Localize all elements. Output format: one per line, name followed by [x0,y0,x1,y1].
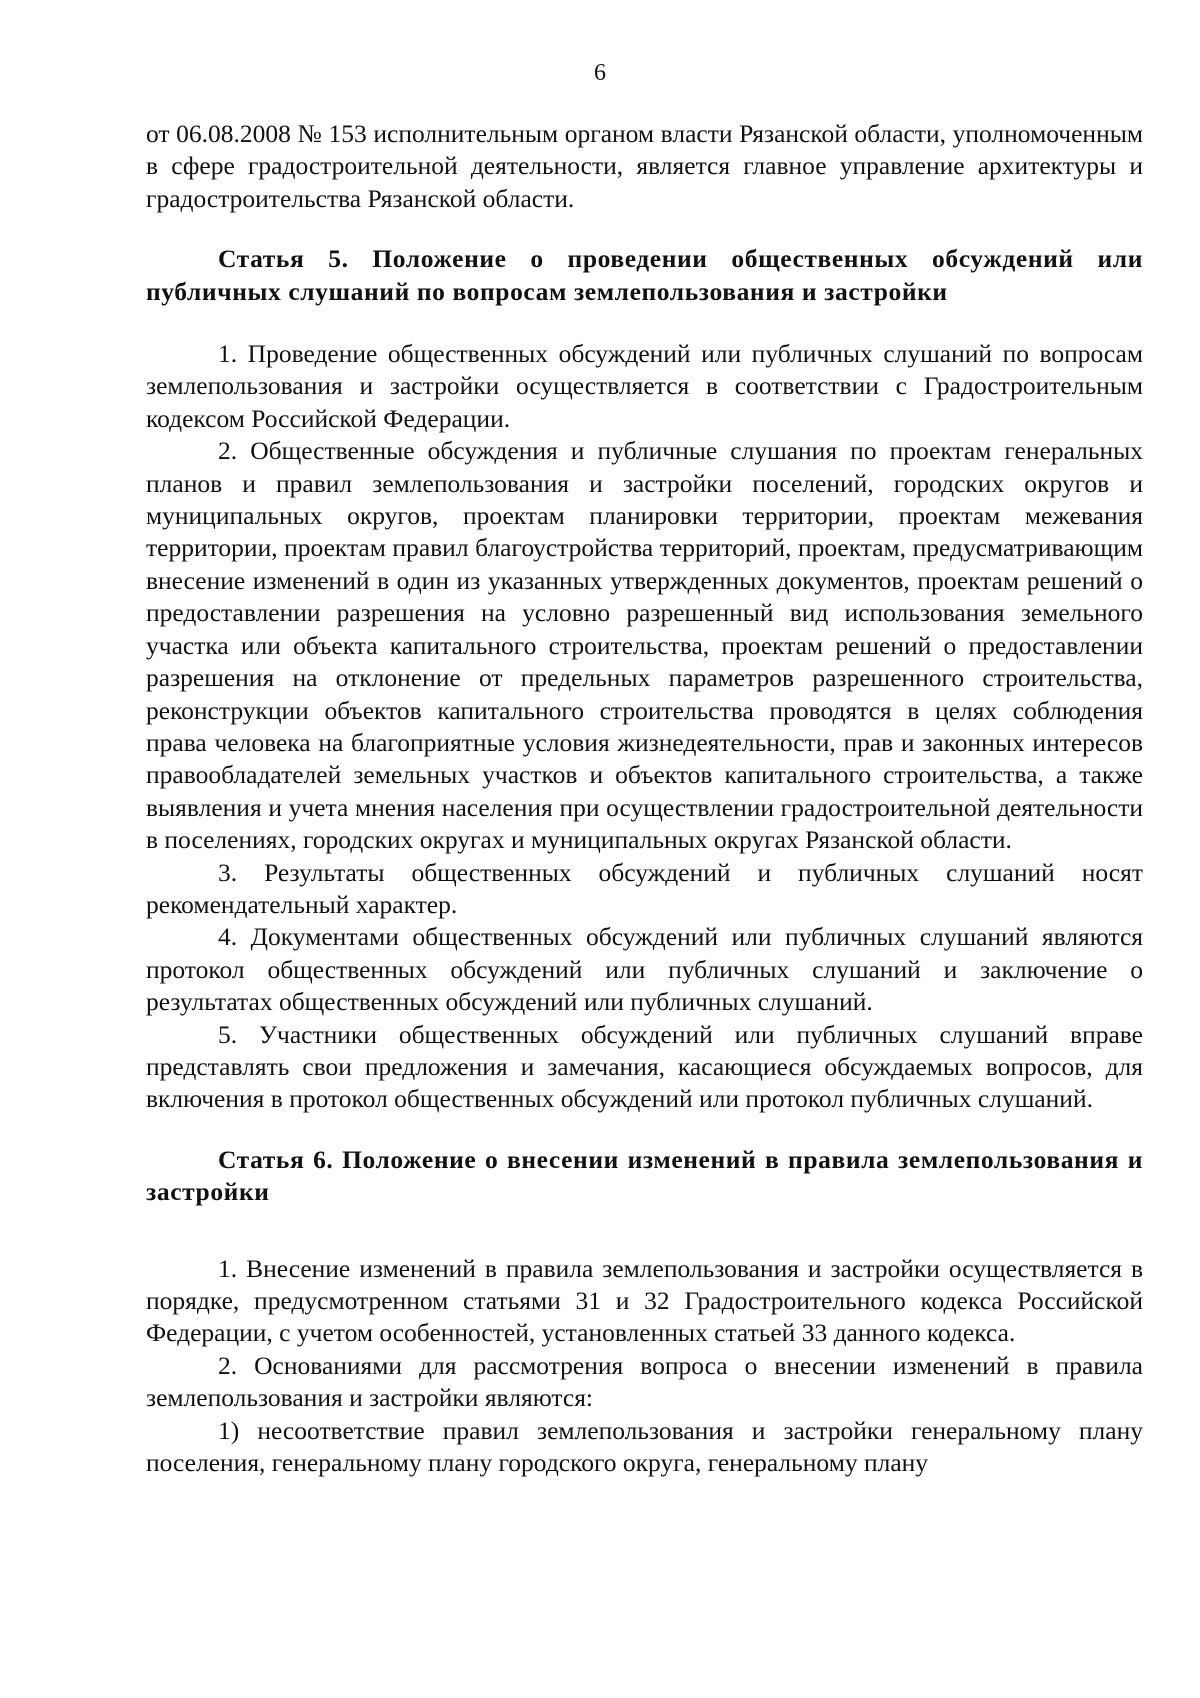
spacer [146,1116,1143,1144]
article-6-paragraph-3: 1) несоответствие правил землепользования и застройки генеральному плану поселения, генеральному плану городского округа, генеральному плану [146,1415,1143,1478]
article-5-paragraph-2: 2. Общественные обсуждения и публичные слушания по проектам генеральных планов и правил землепользования и застройки поселений, городских округов и муниципальных округов, проектам планировки территории, проектам межевания территории, проектам правил благоустройства территорий, проектам, предусматривающим внесение изменений в один из указанных утвержденных документов, проектам решений о предоставлении разрешения на условно разрешенный вид использования земельного участка или объекта капитального строительства, проектам решений о предоставлении разрешения на отклонение от предельных параметров разрешенного строительства, реконструкции объектов капитального строительства проводятся в целях соблюдения права человека на благоприятные условия жизнедеятельности, прав и законных интересов правообладателей земельных участков и объектов капитального строительства, а также выявления и учета мнения населения при осуществлении градостроительной деятельности в поселениях, городских округах и муниципальных округах Рязанской области. [146,436,1143,855]
spacer [146,215,1143,243]
article-5-paragraph-5: 5. Участники общественных обсуждений или публичных слушаний вправе представлять свои предложения и замечания, касающиеся обсуждаемых вопросов, для включения в протокол общественных обсуждений или протокол публичных слушаний. [146,1019,1143,1114]
document-body [146,118,1143,1479]
article-6-paragraph-1: 1. Внесение изменений в правила землепользования и застройки осуществляется в порядке, предусмотренном статьями 31 и 32 Градостроительного кодекса Российской Федерации, с учетом особенностей, установленных статьей 33 данного кодекса. [146,1253,1143,1348]
article-5-paragraph-4: 4. Документами общественных обсуждений или публичных слушаний являются протокол общественных обсуждений или публичных слушаний и заключение о результатах общественных обсуждений или публичных слушаний. [146,922,1143,1017]
page-number: 6 [594,60,606,86]
intro-paragraph: от 06.08.2008 № 153 исполнительным органом власти Рязанской области, уполномоченным в сфере градостроительной деятельности, является главное управление архитектуры и градостроительства Рязанской области. [146,119,1143,213]
article-5-paragraph-3: 3. Результаты общественных обсуждений и публичных слушаний носят рекомендательный характер. [146,857,1143,919]
article-6-heading: Статья 6. Положение о внесении изменений в правила землепользования и застройки [146,1144,1143,1207]
article-5-paragraph-1: 1. Проведение общественных обсуждений или публичных слушаний по вопросам землепользования и застройки осуществляется в соответствии с Градостроительным кодексом Российской Федерации. [146,339,1143,433]
spacer [146,308,1143,338]
article-5-heading: Статья 5. Положение о проведении общественных обсуждений или публичных слушаний по вопросам землепользования и застройки [146,244,1143,306]
article-6-paragraph-2: 2. Основаниями для рассмотрения вопроса о внесении изменений в правила землепользования и застройки являются: [146,1350,1143,1413]
spacer [146,1209,1143,1253]
